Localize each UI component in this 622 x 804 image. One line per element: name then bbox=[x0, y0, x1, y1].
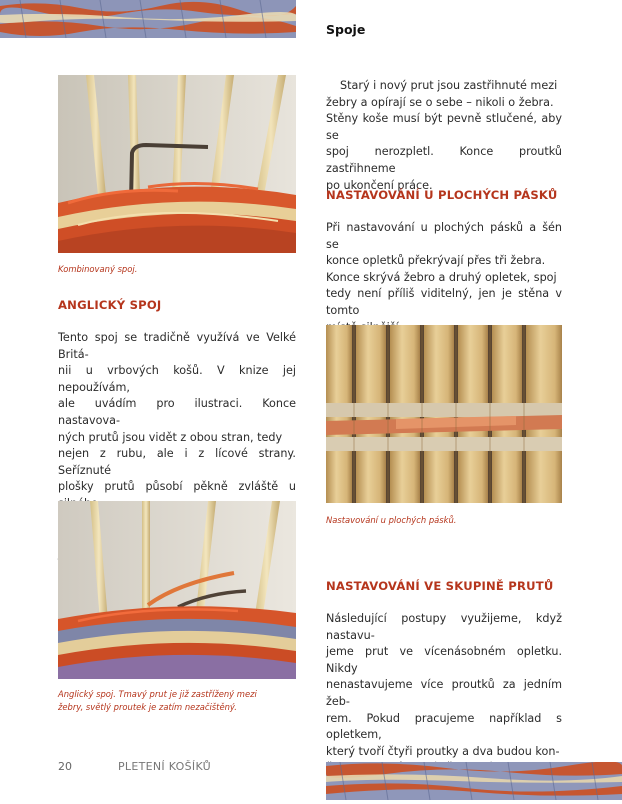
text-line: který tvoří čtyři proutky a dva budou kon- bbox=[326, 744, 560, 758]
heading-skupina-prutu: NASTAVOVÁNÍ VE SKUPINĚ PRUTŮ bbox=[326, 579, 554, 593]
text-line: rem. Pokud pracujeme například s opletkem, bbox=[326, 711, 562, 742]
text-line: plošky prutů působí pěkně zvláště u bbox=[58, 480, 296, 494]
paragraph-ploche-pasky bbox=[326, 220, 562, 336]
text-line: Tento spoj se tradičně využívá ve Velké Britá- bbox=[58, 331, 296, 361]
text-line: po ukončení práce. bbox=[326, 178, 433, 192]
text-line: nejen z rubu, ale i z lícové strany. Seříznuté bbox=[58, 447, 296, 477]
bottom-weave-banner bbox=[326, 762, 622, 800]
text-line: Při nastavování u plochých pásků a šén se bbox=[326, 221, 562, 251]
text-line: ale uvádím pro ilustraci. Konce nastavova- bbox=[58, 397, 296, 427]
text-line: ných prutů jsou vidět z obou stran, tedy bbox=[58, 430, 283, 444]
text-line: Následující postupy využijeme, když nastavu- bbox=[326, 612, 562, 642]
heading-ploche-pasky: NASTAVOVÁNÍ U PLOCHÝCH PÁSKŮ bbox=[326, 188, 558, 202]
book-title: PLETENÍ KOŠÍKŮ bbox=[118, 760, 212, 773]
heading-anglicky-spoj: ANGLICKÝ SPOJ bbox=[58, 298, 162, 312]
text-line: konce opletků překrývají přes tři žebra. bbox=[326, 254, 546, 268]
page-number: 20 bbox=[58, 760, 72, 773]
caption-line: Anglický spoj. Tmavý prut je již zastřížený mezi bbox=[58, 689, 257, 699]
caption-line: žebry, světlý proutek je zatím nezačištěný. bbox=[58, 701, 237, 712]
text-line: spoj nerozpletl. Konce proutků zastřihneme bbox=[326, 145, 562, 175]
combined-joint-photo bbox=[58, 75, 296, 253]
photo1-caption: Kombinovaný spoj. bbox=[58, 264, 138, 274]
text-line: Stěny koše musí být pevně stlučené, aby se bbox=[326, 112, 562, 142]
top-weave-banner bbox=[0, 0, 296, 38]
flat-strips-photo bbox=[326, 325, 562, 503]
text-line: Konce skrývá žebro a druhý opletek, spoj bbox=[326, 270, 557, 284]
english-joint-photo bbox=[58, 501, 296, 679]
text-line: nenastavujeme více proutků za jedním žeb- bbox=[326, 678, 562, 708]
text-line: tedy není příliš viditelný, jen je stěna v tomto bbox=[326, 287, 562, 317]
text-line: nii u vrbových košů. V knize jej nepoužívám, bbox=[58, 364, 296, 394]
paragraph-intro bbox=[326, 78, 562, 194]
photo2-caption bbox=[58, 688, 298, 713]
text-line: žebry a opírají se o sebe – nikoli o žebra. bbox=[326, 95, 554, 109]
text-line: jeme prut ve vícenásobném opletku. Nikdy bbox=[326, 645, 562, 675]
section-title: Spoje bbox=[326, 22, 366, 37]
text-line: Starý i nový prut jsou zastřihnuté mezi bbox=[340, 79, 558, 92]
photo3-caption: Nastavování u plochých pásků. bbox=[326, 515, 457, 525]
